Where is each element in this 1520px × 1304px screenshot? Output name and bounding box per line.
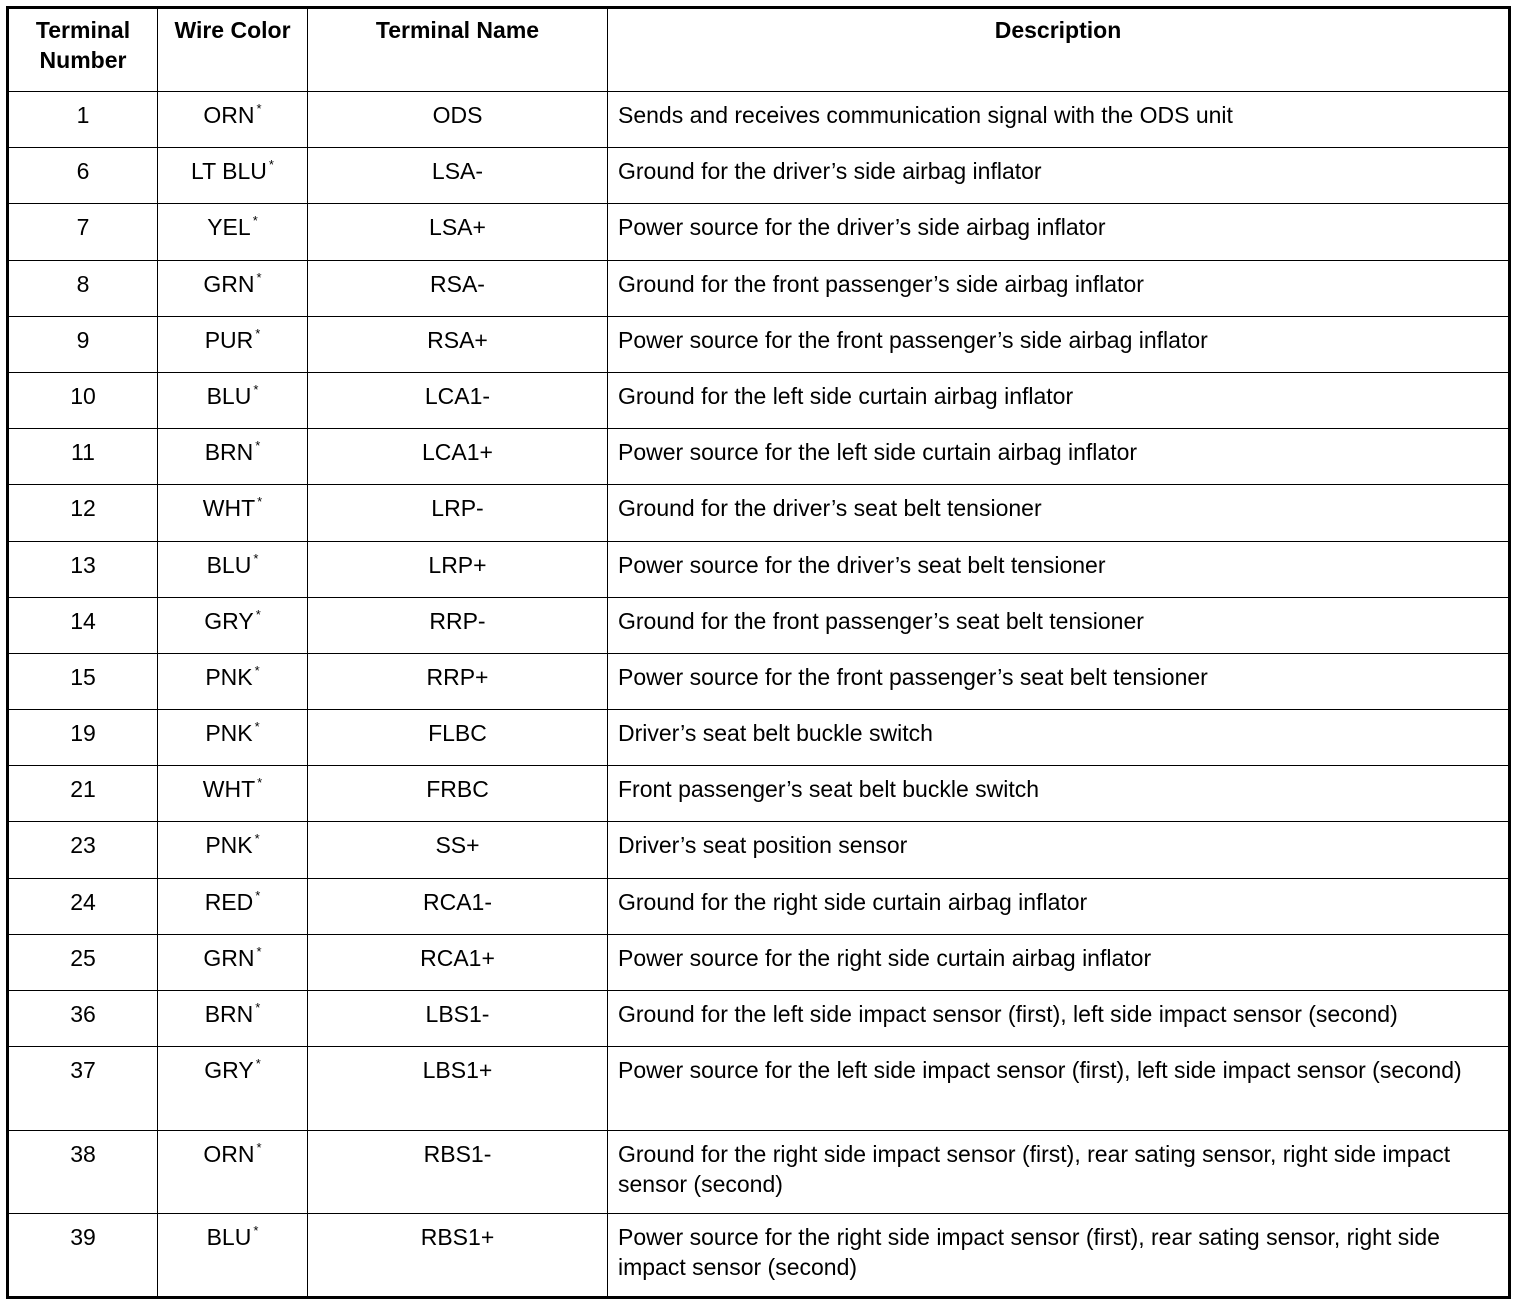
wire-color-cell [158,653,308,709]
wire-color-cell [158,316,308,372]
terminal-number-cell: 6 [8,148,158,204]
wire-color-cell [158,710,308,766]
footnote-asterisk: * [257,494,263,510]
header-description: Description [608,8,1510,92]
wire-color-cell [158,429,308,485]
terminal-name-cell: RRP+ [308,653,608,709]
wire-color-cell [158,372,308,428]
description-cell: Ground for the driver’s side airbag inflator [608,148,1510,204]
footnote-asterisk: * [256,943,262,959]
footnote-asterisk: * [256,269,262,285]
header-terminal-number: Terminal Number [8,8,158,92]
wire-color-cell [158,148,308,204]
table-row [8,1214,1510,1298]
terminal-name-cell: LBS1+ [308,1047,608,1131]
wire-color-cell [158,766,308,822]
footnote-asterisk: * [252,213,258,229]
table-body [8,92,1510,1298]
table-row [8,991,1510,1047]
terminal-number-cell: 24 [8,878,158,934]
wire-color-text: ORN [203,102,255,128]
wire-color-cell [158,541,308,597]
wire-color-text: LT BLU [191,158,267,185]
footnote-asterisk: * [253,550,259,566]
table-row [8,710,1510,766]
description-cell: Sends and receives communication signal with the ODS unit [608,92,1510,148]
wire-color-text: ORN [203,1140,255,1167]
table-row [8,92,1510,148]
description-cell: Power source for the driver’s seat belt tensioner [608,541,1510,597]
terminal-number-cell: 11 [8,429,158,485]
wire-color-text: GRY [204,607,254,634]
description-cell: Ground for the driver’s seat belt tensioner [608,485,1510,541]
description-cell: Power source for the front passenger’s side airbag inflator [608,316,1510,372]
terminal-name-cell: RRP- [308,597,608,653]
description-cell: Ground for the left side impact sensor (first), left side impact sensor (second) [608,991,1510,1047]
wire-color-text: BRN [204,1001,254,1027]
table-row [8,372,1510,428]
footnote-asterisk: * [253,381,259,397]
wire-color-text: GRY [204,1057,254,1084]
terminal-name-cell: RBS1+ [308,1214,608,1298]
terminal-name-cell: ODS [308,92,608,148]
terminal-name-cell: FRBC [308,766,608,822]
footnote-asterisk: * [255,438,261,454]
terminal-number-cell: 36 [8,991,158,1047]
wire-color-cell [158,822,308,878]
terminal-name-cell: LCA1- [308,372,608,428]
description-cell: Driver’s seat belt buckle switch [608,710,1510,766]
wire-color-text: BRN [204,439,254,466]
wire-color-text: BLU [206,1224,252,1251]
header-wire-color: Wire Color [158,8,308,92]
description-cell: Power source for the driver’s side airbag inflator [608,204,1510,260]
footnote-asterisk: * [256,101,262,116]
header-row [8,8,1510,92]
table-row [8,597,1510,653]
wire-color-cell [158,991,308,1047]
table-row [8,653,1510,709]
terminal-name-cell: RSA+ [308,316,608,372]
terminal-number-cell: 25 [8,934,158,990]
description-cell: Power source for the front passenger’s seat belt tensioner [608,653,1510,709]
footnote-asterisk: * [255,1056,261,1072]
wire-color-text: BLU [206,551,252,578]
description-cell: Ground for the right side impact sensor (first), rear sating sensor, right side impact sensor (second) [608,1130,1510,1214]
description-cell: Front passenger’s seat belt buckle switch [608,766,1510,822]
terminal-name-cell: SS+ [308,822,608,878]
terminal-name-cell: LCA1+ [308,429,608,485]
terminal-number-cell: 9 [8,316,158,372]
table-row [8,148,1510,204]
table-row [8,934,1510,990]
terminal-name-cell: RCA1- [308,878,608,934]
table-row [8,878,1510,934]
terminal-number-cell: 21 [8,766,158,822]
wire-color-text: PUR [204,326,254,353]
description-cell: Driver’s seat position sensor [608,822,1510,878]
table-row [8,485,1510,541]
table-row [8,822,1510,878]
wire-color-text: YEL [207,214,251,241]
terminal-number-cell: 38 [8,1130,158,1214]
footnote-asterisk: * [256,1139,262,1155]
wire-color-cell [158,1047,308,1131]
terminal-number-cell: 13 [8,541,158,597]
wire-color-cell [158,934,308,990]
wire-color-cell [158,92,308,148]
terminal-number-cell: 8 [8,260,158,316]
terminal-number-cell: 15 [8,653,158,709]
footnote-asterisk: * [255,1000,261,1015]
terminal-number-cell: 10 [8,372,158,428]
wire-color-text: WHT [202,495,256,522]
table-header [8,8,1510,92]
footnote-asterisk: * [255,887,261,903]
footnote-asterisk: * [253,1223,259,1239]
description-cell: Power source for the left side impact sensor (first), left side impact sensor (second) [608,1047,1510,1131]
table-row [8,316,1510,372]
terminal-name-cell: LSA+ [308,204,608,260]
wire-color-cell [158,878,308,934]
table-row [8,429,1510,485]
wire-color-cell [158,485,308,541]
description-cell: Power source for the right side impact sensor (first), rear sating sensor, right side impact sensor (second) [608,1214,1510,1298]
wire-color-text: WHT [202,776,256,803]
wire-color-text: PNK [205,720,253,747]
terminal-name-cell: LSA- [308,148,608,204]
description-cell: Ground for the right side curtain airbag inflator [608,878,1510,934]
description-cell: Power source for the left side curtain airbag inflator [608,429,1510,485]
description-cell: Power source for the right side curtain airbag inflator [608,934,1510,990]
description-cell: Ground for the front passenger’s side airbag inflator [608,260,1510,316]
footnote-asterisk: * [257,775,263,791]
terminal-number-cell: 12 [8,485,158,541]
footnote-asterisk: * [255,325,261,341]
terminal-number-cell: 14 [8,597,158,653]
terminal-number-cell: 19 [8,710,158,766]
terminal-table [6,6,1511,1299]
footnote-asterisk: * [254,719,260,735]
table-row [8,541,1510,597]
wire-color-cell [158,1214,308,1298]
table-row [8,260,1510,316]
wire-color-text: GRN [203,270,255,297]
terminal-number-cell: 7 [8,204,158,260]
wire-color-cell [158,597,308,653]
table-row [8,204,1510,260]
description-cell: Ground for the front passenger’s seat belt tensioner [608,597,1510,653]
terminal-number-cell: 37 [8,1047,158,1131]
terminal-name-cell: RBS1- [308,1130,608,1214]
footnote-asterisk: * [254,831,260,847]
wire-color-cell [158,1130,308,1214]
terminal-name-cell: FLBC [308,710,608,766]
wire-color-cell [158,204,308,260]
wire-color-text: RED [204,888,254,915]
table-row [8,766,1510,822]
footnote-asterisk: * [255,606,261,622]
wire-color-text: PNK [205,663,253,690]
terminal-name-cell: LRP- [308,485,608,541]
header-terminal-name: Terminal Name [308,8,608,92]
wire-color-text: GRN [203,944,255,971]
terminal-name-cell: RCA1+ [308,934,608,990]
table-row [8,1047,1510,1131]
terminal-name-cell: LRP+ [308,541,608,597]
description-cell: Ground for the left side curtain airbag inflator [608,372,1510,428]
footnote-asterisk: * [268,157,274,173]
wire-color-cell [158,260,308,316]
terminal-number-cell: 39 [8,1214,158,1298]
terminal-number-cell: 23 [8,822,158,878]
footnote-asterisk: * [254,662,260,678]
table-row [8,1130,1510,1214]
wire-color-text: PNK [205,832,253,859]
terminal-name-cell: RSA- [308,260,608,316]
terminal-number-cell: 1 [8,92,158,148]
wire-color-text: BLU [206,382,252,409]
terminal-name-cell: LBS1- [308,991,608,1047]
